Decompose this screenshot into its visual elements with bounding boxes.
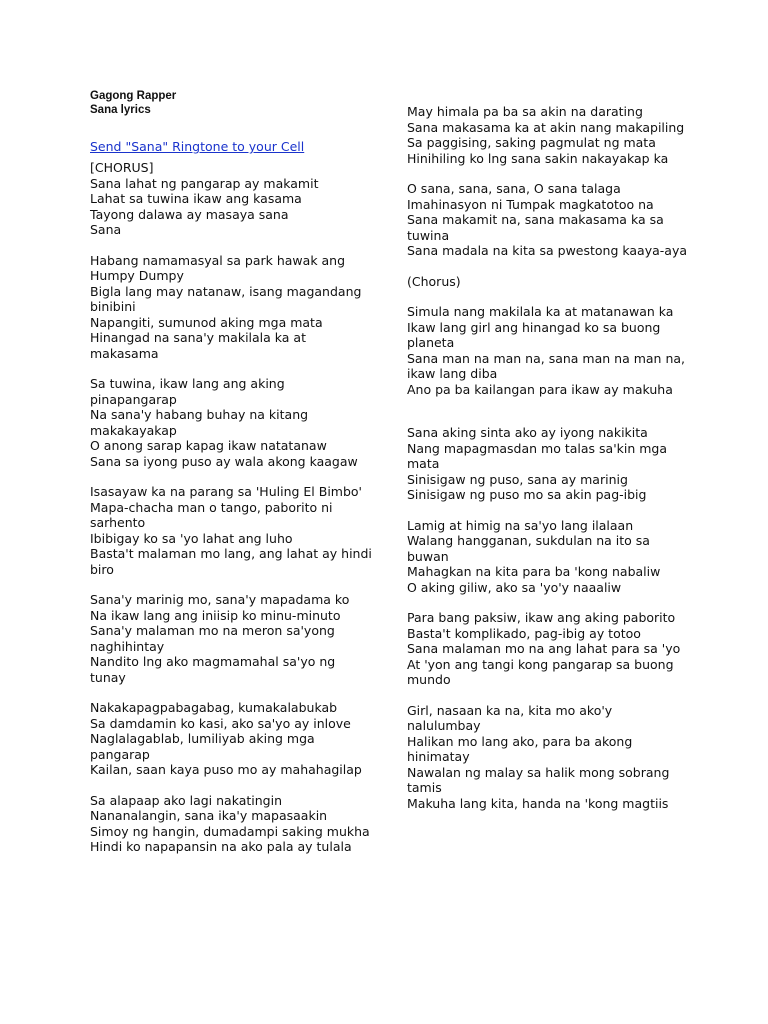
lyric-line: Hindi ko napapansin na ako pala ay tulala <box>90 839 352 854</box>
lyric-stanza <box>407 425 687 503</box>
lyric-line: (Chorus) <box>407 273 461 289</box>
song-title: Sana lyrics <box>90 104 151 116</box>
lyric-stanza <box>90 793 372 855</box>
lyric-line: Simoy ng hangin, dumadampi saking mukha <box>90 823 370 839</box>
lyric-stanza <box>90 160 372 238</box>
lyric-line: Isasayaw ka na parang sa 'Huling El Bimbo' <box>90 484 362 499</box>
lyric-line: Mahagkan na kita para ba 'kong nabaliw <box>407 564 661 579</box>
lyric-stanza <box>407 274 687 290</box>
lyric-line: Imahinasyon ni Tumpak magkatotoo na <box>407 196 654 212</box>
lyric-line: Sa alapaap ako lagi nakatingin <box>90 792 282 808</box>
lyric-stanza <box>90 253 372 362</box>
lyric-line: Sana'y malaman mo na meron sa'yong naghihintay <box>90 623 335 654</box>
lyric-stanza <box>407 181 687 259</box>
lyric-line: Lahat sa tuwina ikaw ang kasama <box>90 191 302 206</box>
lyric-line: O anong sarap kapag ikaw natatanaw <box>90 438 327 453</box>
lyric-stanza <box>407 610 687 688</box>
lyric-line: Nakakapagpabagabag, kumakalabukab <box>90 700 338 715</box>
right-column <box>407 104 687 826</box>
right-lyrics <box>407 104 687 811</box>
lyric-stanza <box>90 376 372 469</box>
lyric-line: Sa tuwina, ikaw lang ang aking pinapangarap <box>90 376 285 407</box>
lyric-line: Simula nang makilala ka at matanawan ka <box>407 304 674 319</box>
lyric-line: Ano pa ba kailangan para ikaw ay makuha <box>407 381 673 397</box>
lyric-line: Nandito lng ako magmamahal sa'yo ng tunay <box>90 654 336 685</box>
lyric-line: [CHORUS] <box>90 160 154 175</box>
lyric-line: Nananalangin, sana ika'y mapasaakin <box>90 808 328 823</box>
lyric-line: Lamig at himig na sa'yo lang ilalaan <box>407 517 634 533</box>
lyric-line: Hinihiling ko lng sana sakin nakayakap ka <box>407 150 669 166</box>
lyric-line: At 'yon ang tangi kong pangarap sa buong mundo <box>407 656 674 687</box>
lyric-stanza <box>90 484 372 577</box>
lyric-line: Sana malaman mo na ang lahat para sa 'yo <box>407 641 681 656</box>
lyric-line: Napangiti, sumunod aking mga mata <box>90 314 323 330</box>
lyric-line: Basta't malaman mo lang, ang lahat ay hindi biro <box>90 546 372 577</box>
lyric-line: Halikan mo lang ako, para ba akong hinimatay <box>407 733 633 764</box>
lyric-line: Sana'y marinig mo, sana'y mapadama ko <box>90 592 350 607</box>
lyric-line: Sinisigaw ng puso, sana ay marinig <box>407 471 628 487</box>
lyric-line: Na sana'y habang buhay na kitang makakayakap <box>90 407 309 438</box>
lyric-line: Sana madala na kita sa pwestong kaaya-aya <box>407 243 687 258</box>
lyric-line: Hinangad na sana'y makilala ka at makasama <box>90 330 306 361</box>
lyric-line: O aking giliw, ako sa 'yo'y naaaliw <box>407 579 622 595</box>
lyric-line: Mapa-chacha man o tango, paborito ni sarhento <box>90 499 333 530</box>
lyric-line: Nang mapagmasdan mo talas sa'kin mga mata <box>407 440 668 471</box>
lyric-line: Makuha lang kita, handa na 'kong magtiis <box>407 795 669 811</box>
lyric-line: Tayong dalawa ay masaya sana <box>90 206 289 222</box>
lyric-line: Sana man na man na, sana man na man na, ikaw lang diba <box>407 350 686 381</box>
lyric-line: Sana makamit na, sana makasama ka sa tuwina <box>407 212 664 243</box>
lyric-line: O sana, sana, sana, O sana talaga <box>407 181 621 196</box>
lyric-line: Para bang paksiw, ikaw ang aking paborito <box>407 610 676 625</box>
lyric-line: Sa paggising, saking pagmulat ng mata <box>407 135 656 150</box>
lyric-line: Kailan, saan kaya puso mo ay mahahagilap <box>90 762 362 777</box>
lyric-line: Bigla lang may natanaw, isang magandang binibini <box>90 283 362 314</box>
lyric-line: Ibibigay ko sa 'yo lahat ang luho <box>90 530 293 546</box>
lyric-line: Ikaw lang girl ang hinangad ko sa buong planeta <box>407 319 661 350</box>
lyric-line: Girl, nasaan ka na, kita mo ako'y nalulumbay <box>407 702 613 733</box>
lyric-line: Nawalan ng malay sa halik mong sobrang tamis <box>407 764 670 795</box>
left-column <box>90 89 372 870</box>
lyric-line: Sana makasama ka at akin nang makapiling <box>407 119 685 135</box>
lyric-line: Basta't komplikado, pag-ibig ay totoo <box>407 625 641 641</box>
lyric-line: May himala pa ba sa akin na darating <box>407 104 643 119</box>
lyric-line: Walang hangganan, sukdulan na ito sa buwan <box>407 533 650 564</box>
lyric-line: Na ikaw lang ang iniisip ko minu-minuto <box>90 607 341 623</box>
lyric-stanza <box>407 518 687 596</box>
lyric-stanza <box>407 703 687 812</box>
lyric-stanza <box>90 700 372 778</box>
ringtone-link[interactable]: Send "Sana" Ringtone to your Cell <box>90 139 305 154</box>
lyric-line: Sana lahat ng pangarap ay makamit <box>90 175 319 191</box>
lyric-line: Sana sa iyong puso ay wala akong kaagaw <box>90 453 358 469</box>
left-lyrics <box>90 160 372 855</box>
lyric-line: Sinisigaw ng puso mo sa akin pag-ibig <box>407 487 647 502</box>
lyric-line: Sana aking sinta ako ay iyong nakikita <box>407 425 648 440</box>
lyric-line: Naglalagablab, lumiliyab aking mga pangarap <box>90 731 315 762</box>
lyric-line: Sana <box>90 222 122 237</box>
lyric-stanza <box>407 104 687 166</box>
artist-name: Gagong Rapper <box>90 90 177 102</box>
lyric-stanza <box>407 304 687 397</box>
lyric-line: Habang namamasyal sa park hawak ang Humpy Dumpy <box>90 252 346 283</box>
lyric-line: Sa damdamin ko kasi, ako sa'yo ay inlove <box>90 715 351 731</box>
lyric-stanza <box>90 592 372 685</box>
